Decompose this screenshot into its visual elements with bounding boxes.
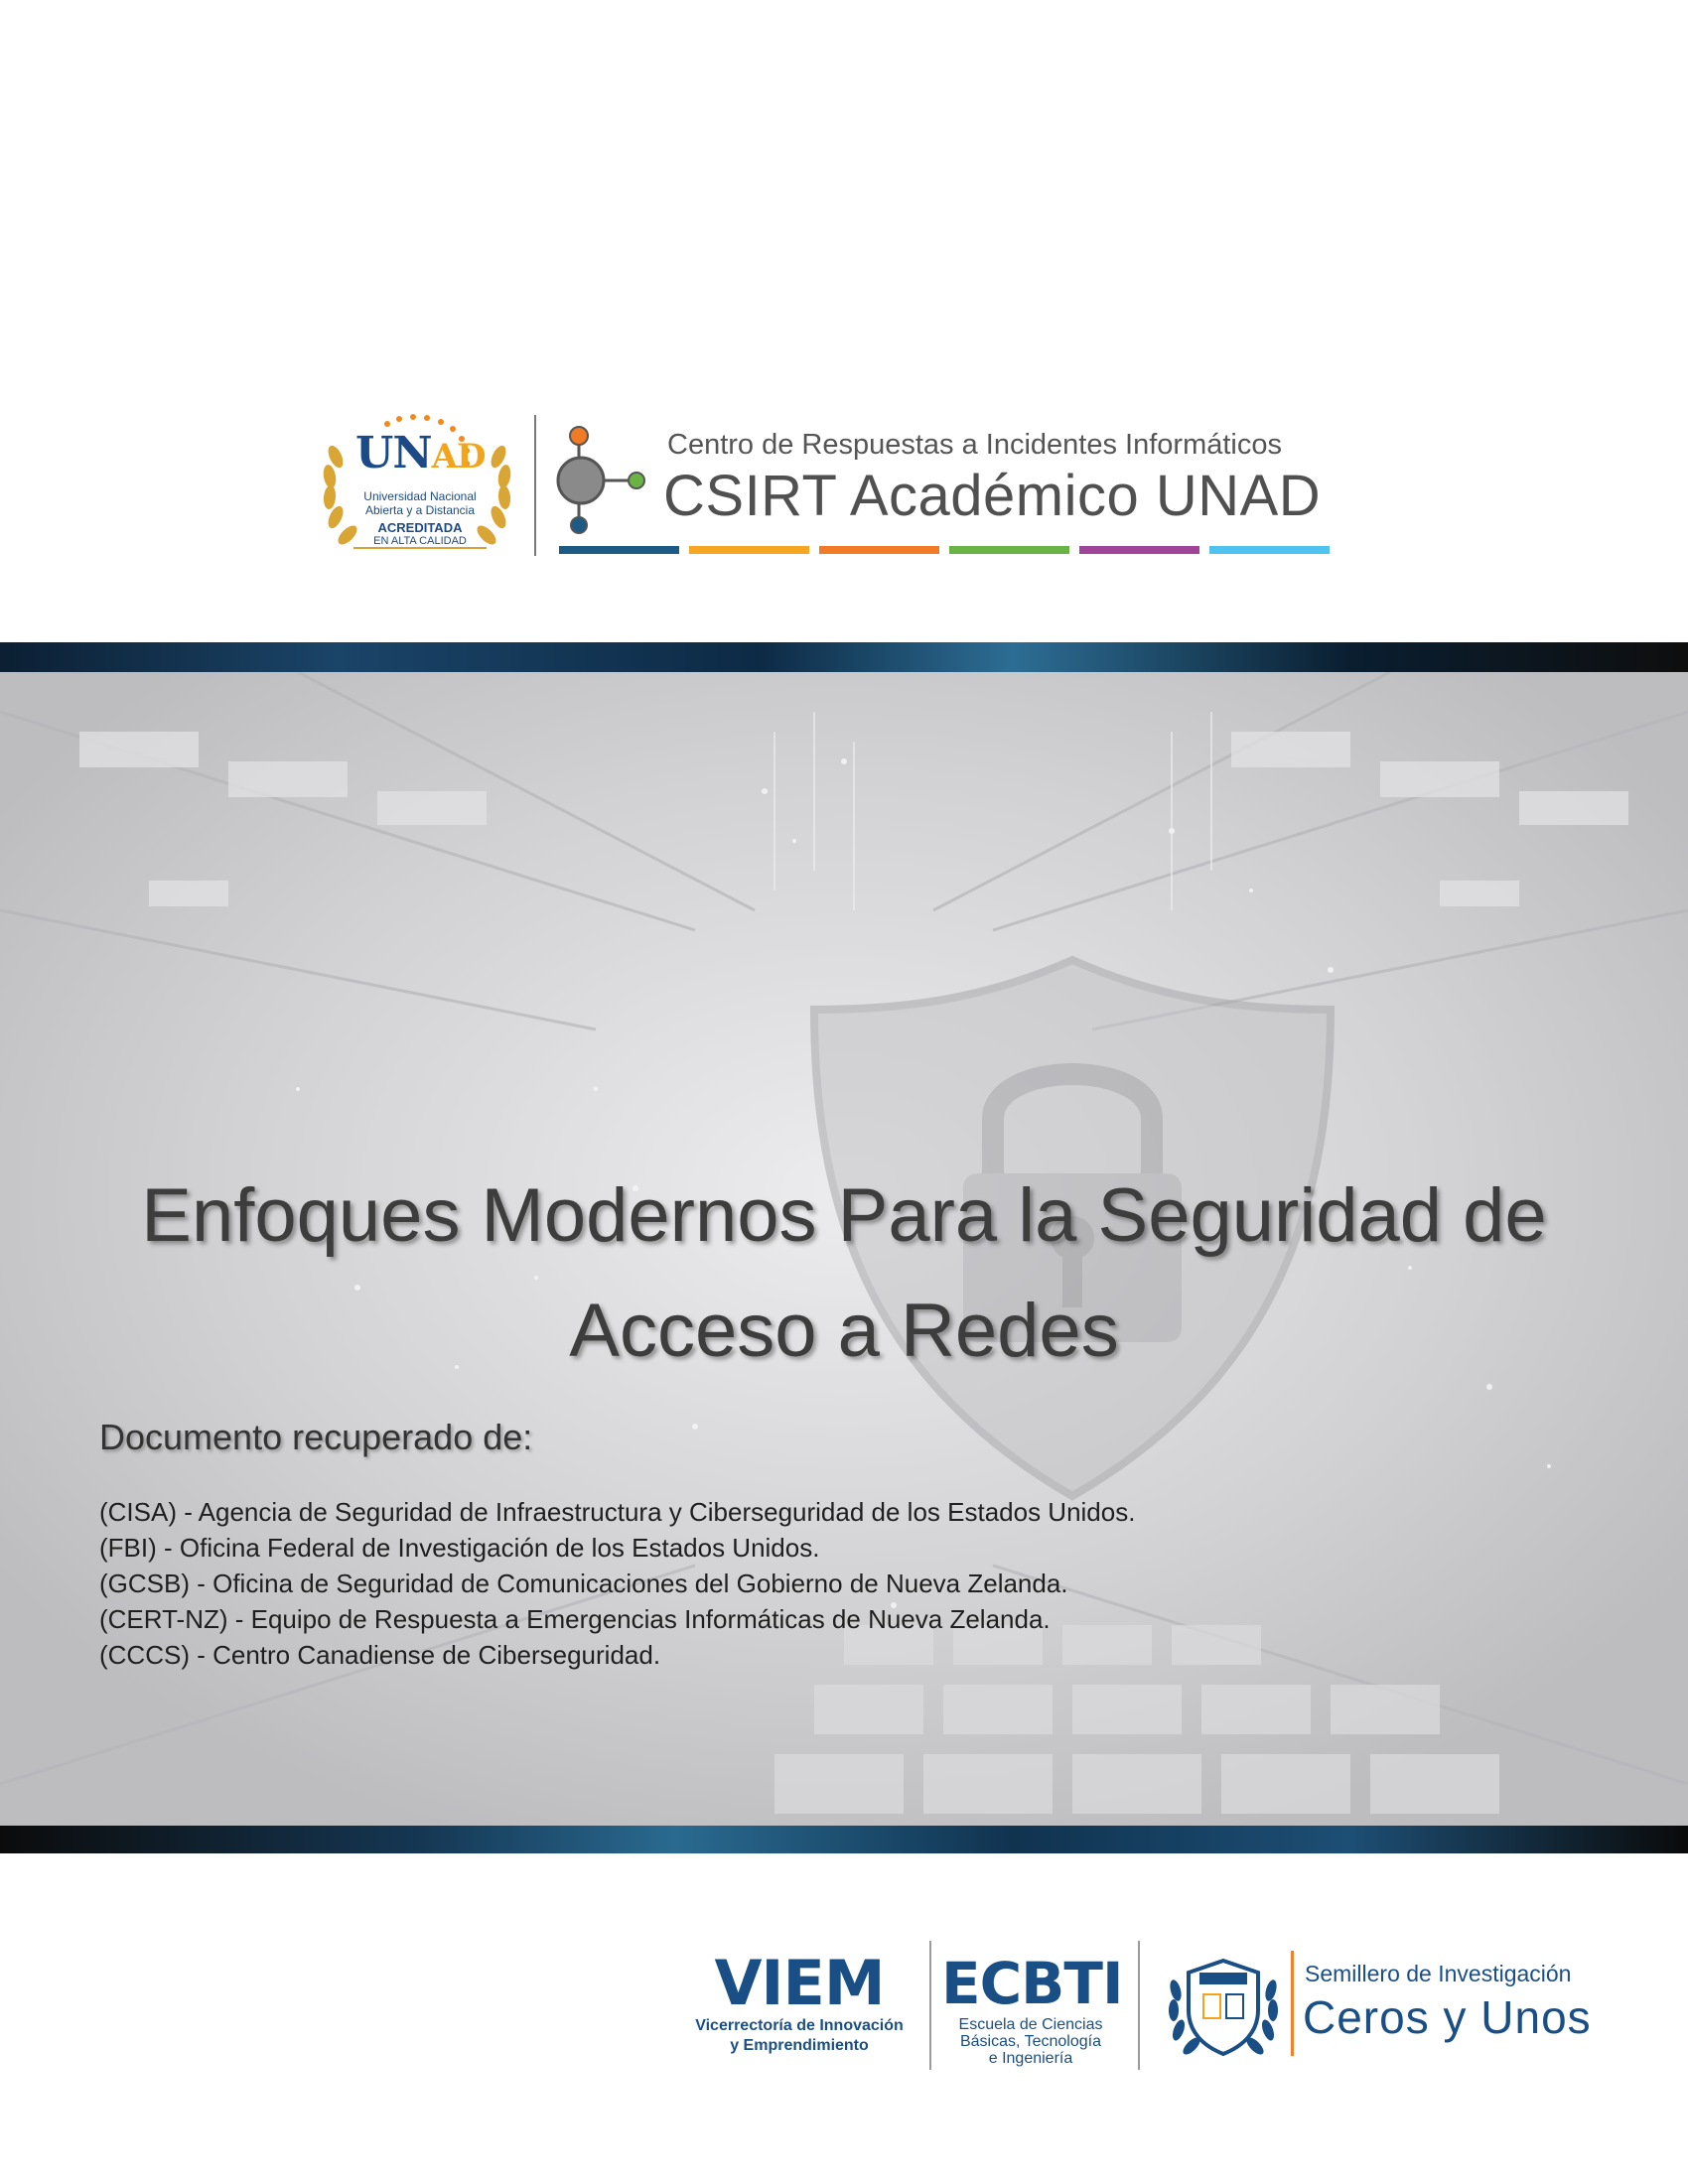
- ecbti-subtitle-line2: Básicas, Tecnología: [959, 2033, 1101, 2050]
- viem-subtitle-line1: Vicerrectoría de Innovación: [695, 2017, 904, 2034]
- stripe-blue: [559, 546, 679, 554]
- brand-color-stripes: [559, 546, 1330, 554]
- header-divider: [534, 415, 536, 556]
- stripe-cyan: [1209, 546, 1330, 554]
- banner-top-edge: [0, 642, 1688, 672]
- stripe-orange: [819, 546, 939, 554]
- viem-logo: [685, 1947, 914, 2070]
- csirt-title: CSIRT Académico UNAD: [663, 464, 1322, 528]
- document-title: [99, 1159, 1589, 1389]
- footer-divider: [929, 1941, 931, 2070]
- viem-wordmark: VIEM: [714, 1947, 885, 2019]
- footer-divider: [1138, 1941, 1140, 2070]
- ecbti-wordmark: ECBTI: [941, 1950, 1123, 2017]
- source-item-cert-nz: (CERT-NZ) - Equipo de Respuesta a Emergencias Informáticas de Nueva Zelanda.: [99, 1604, 1051, 1634]
- document-title-line1: Enfoques Modernos Para la Seguridad de: [141, 1173, 1547, 1258]
- recovered-from-heading: Documento recuperado de:: [99, 1417, 533, 1457]
- ecbti-subtitle-line1: Escuela de Ciencias: [958, 2016, 1103, 2033]
- stripe-green: [949, 546, 1069, 554]
- stripe-purple: [1079, 546, 1199, 554]
- unad-accreditation-sub: EN ALTA CALIDAD: [353, 535, 487, 549]
- ceros-divider: [1291, 1951, 1294, 2056]
- banner-bottom-edge: [0, 1826, 1688, 1853]
- source-item-fbi: (FBI) - Oficina Federal de Investigación de los Estados Unidos.: [99, 1533, 820, 1563]
- ceros-y-unos-emblem-icon: [1164, 1951, 1283, 2060]
- source-item-gcsb: (GCSB) - Oficina de Seguridad de Comunicaciones del Gobierno de Nueva Zelanda.: [99, 1569, 1068, 1598]
- unad-full-name: Universidad Nacional Abierta y a Distancia: [363, 489, 477, 517]
- source-item-cisa: (CISA) - Agencia de Seguridad de Infraestructura y Ciberseguridad de los Estados Unidos.: [99, 1497, 1136, 1527]
- ceros-subtitle: Semillero de Investigación: [1305, 1961, 1572, 1986]
- unad-logo: [318, 412, 516, 561]
- source-item-cccs: (CCCS) - Centro Canadiense de Ciberseguridad.: [99, 1640, 661, 1670]
- ecbti-subtitle-line3: e Ingeniería: [988, 2050, 1073, 2067]
- document-title-line2: Acceso a Redes: [569, 1289, 1119, 1373]
- network-node-icon: [551, 422, 660, 541]
- ecbti-logo: [941, 1950, 1123, 2080]
- viem-subtitle-line2: y Emprendimiento: [730, 2037, 869, 2054]
- unad-wordmark: UNAD: [355, 428, 486, 478]
- source-list: [99, 1494, 1135, 1673]
- stripe-yellow: [689, 546, 809, 554]
- csirt-subtitle: Centro de Respuestas a Incidentes Informáticos: [667, 429, 1282, 461]
- unad-accreditation: ACREDITADA: [377, 520, 463, 535]
- cover-banner: [0, 642, 1688, 1853]
- ceros-title: Ceros y Unos: [1303, 1991, 1592, 2043]
